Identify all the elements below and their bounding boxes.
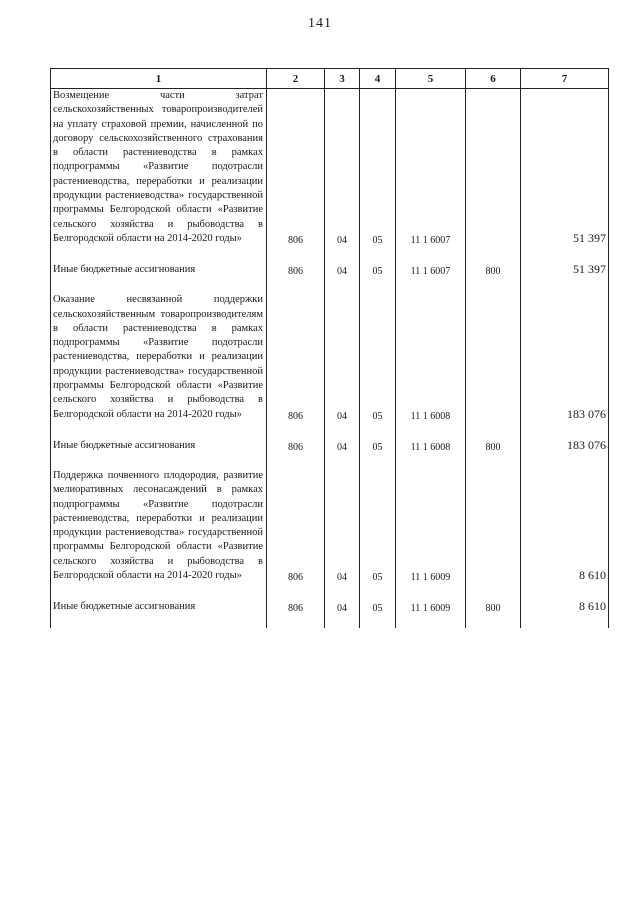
row-amount: 183 076 bbox=[521, 293, 609, 424]
row-col2: 806 bbox=[267, 89, 325, 249]
row-spacer bbox=[51, 279, 609, 293]
table-row bbox=[51, 293, 609, 424]
row-description: Иные бюджетные ассигнования bbox=[51, 262, 267, 279]
row-col4: 05 bbox=[360, 438, 396, 455]
row-col4: 05 bbox=[360, 469, 396, 585]
column-header: 3 bbox=[325, 69, 360, 89]
table-row bbox=[51, 262, 609, 279]
row-spacer bbox=[51, 585, 609, 599]
row-description: Возмещение части затрат сельскохозяйственных товаропроизводителей на уплату страховой премии, начисленной по договору сельскохозяйственного страхования в области растениеводства в рамках подпрограммы «Развитие подотрасли растениеводства, переработки и реализации продукции растениеводства» государственной программы Белгородской области «Развитие сельского хозяйства и рыбоводства в Белгородской области на 2014-2020 годы» bbox=[51, 89, 267, 249]
table-row bbox=[51, 599, 609, 616]
row-col6 bbox=[466, 293, 521, 424]
row-description: Иные бюджетные ассигнования bbox=[51, 438, 267, 455]
row-col2: 806 bbox=[267, 262, 325, 279]
row-spacer bbox=[51, 455, 609, 469]
row-col5: 11 1 6008 bbox=[396, 438, 466, 455]
row-col6: 800 bbox=[466, 599, 521, 616]
page-number: 141 bbox=[308, 16, 332, 31]
table-row bbox=[51, 438, 609, 455]
table-header-row bbox=[51, 69, 609, 89]
row-col6: 800 bbox=[466, 262, 521, 279]
row-col3: 04 bbox=[325, 89, 360, 249]
column-header: 1 bbox=[51, 69, 267, 89]
row-col3: 04 bbox=[325, 438, 360, 455]
row-amount: 51 397 bbox=[521, 262, 609, 279]
row-col4: 05 bbox=[360, 89, 396, 249]
column-header: 2 bbox=[267, 69, 325, 89]
row-col4: 05 bbox=[360, 599, 396, 616]
row-spacer bbox=[51, 616, 609, 628]
row-col3: 04 bbox=[325, 293, 360, 424]
row-spacer bbox=[51, 248, 609, 262]
row-col4: 05 bbox=[360, 262, 396, 279]
row-col5: 11 1 6007 bbox=[396, 89, 466, 249]
row-col2: 806 bbox=[267, 599, 325, 616]
table-row bbox=[51, 89, 609, 249]
column-header: 7 bbox=[521, 69, 609, 89]
row-col2: 806 bbox=[267, 293, 325, 424]
row-col5: 11 1 6008 bbox=[396, 293, 466, 424]
row-amount: 8 610 bbox=[521, 469, 609, 585]
row-col3: 04 bbox=[325, 599, 360, 616]
table-row bbox=[51, 469, 609, 585]
row-amount: 51 397 bbox=[521, 89, 609, 249]
column-header: 5 bbox=[396, 69, 466, 89]
row-col5: 11 1 6007 bbox=[396, 262, 466, 279]
row-col4: 05 bbox=[360, 293, 396, 424]
budget-table bbox=[50, 68, 609, 628]
row-amount: 8 610 bbox=[521, 599, 609, 616]
row-col6 bbox=[466, 469, 521, 585]
row-col5: 11 1 6009 bbox=[396, 599, 466, 616]
row-col2: 806 bbox=[267, 469, 325, 585]
row-col5: 11 1 6009 bbox=[396, 469, 466, 585]
row-col3: 04 bbox=[325, 469, 360, 585]
column-header: 6 bbox=[466, 69, 521, 89]
row-col2: 806 bbox=[267, 438, 325, 455]
row-col6 bbox=[466, 89, 521, 249]
row-col3: 04 bbox=[325, 262, 360, 279]
row-description: Поддержка почвенного плодородия, развитие мелиоративных лесонасаждений в рамках подпрограммы «Развитие подотрасли растениеводства, переработки и реализации продукции растениеводства» государственной программы Белгородской области «Развитие сельского хозяйства и рыбоводства в Белгородской области на 2014-2020 годы» bbox=[51, 469, 267, 585]
row-col6: 800 bbox=[466, 438, 521, 455]
row-amount: 183 076 bbox=[521, 438, 609, 455]
row-spacer bbox=[51, 424, 609, 438]
column-header: 4 bbox=[360, 69, 396, 89]
row-description: Оказание несвязанной поддержки сельскохозяйственным товаропроизводителям в области растениеводства в рамках подпрограммы «Развитие подотрасли растениеводства, переработки и реализации продукции растениеводства» государственной программы Белгородской области «Развитие сельского хозяйства и рыбоводства в Белгородской области на 2014-2020 годы» bbox=[51, 293, 267, 424]
row-description: Иные бюджетные ассигнования bbox=[51, 599, 267, 616]
